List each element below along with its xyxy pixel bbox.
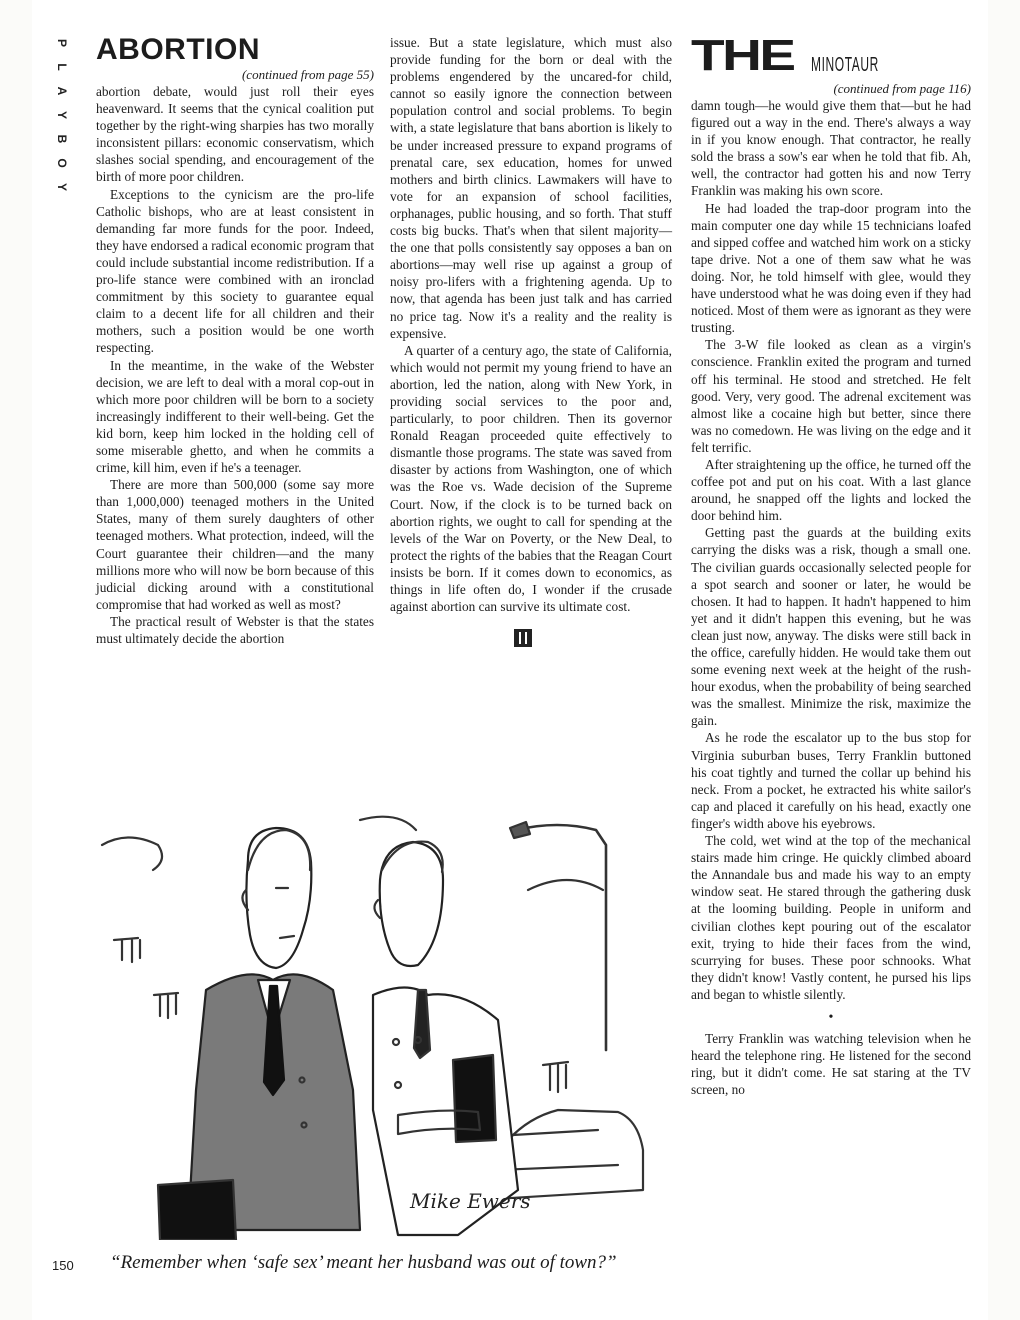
abortion-paragraph: In the meantime, in the wake of the Webster decision, we are left to deal with a moral cop-out in which more poor children will be born to a society increasingly indifferent to their well-being. Get the kid born, keep him locked in the holding cell of some miserable ghetto, and when he commits a crime, kill him, even if he's a teenager. (96, 357, 374, 476)
man-right-tie (414, 990, 430, 1058)
background-building (114, 938, 140, 962)
man-right-head (380, 842, 443, 966)
minotaur-column (691, 31, 971, 1098)
background-building (360, 817, 416, 830)
man-left-briefcase (158, 1180, 236, 1240)
abortion-paragraph: There are more than 500,000 (some say more than 1,000,000) teenaged mothers in the United States, many of them surely daughters of other teenaged mothers. What protection, indeed, will the Court guarantee their children—and the many millions more who will now be born because of this judicial dicking around with a constitutional compromise that had worked as well as most? (96, 477, 374, 612)
abortion-paragraph: abortion debate, would just roll their eyes heavenward. It seems that the cynical coalition put together by the right-wing sharpies has two morally inconsistent pillars: economic conservatism, which slashes social spending, and encouragement of the birth of more poor children. (96, 84, 374, 185)
minotaur-paragraph: He had loaded the trap-door program into the main computer one day while 15 technicians loafed and sipped coffee and watched him work on a sticky tape drive. Not a one of them saw what he was doing. Nor, he told himself with glee, would they have understood what he was doing even if they had noticed. Most of them were as ignorant as they were trusting. (691, 200, 971, 336)
abortion-title: ABORTION (96, 33, 260, 66)
end-mark-icon (514, 629, 532, 647)
abortion-column-2 (390, 34, 672, 647)
minotaur-paragraph: damn tough—he would give them that—but he had figured out a way in the end. There's always a way in if you know enough. That contractor, he really sold the brass a sow's ear when he told that fib. Ah, well, the contractor had gotten his and now Terry Franklin was making his own score. (691, 98, 971, 199)
cartoon-illustration (98, 790, 658, 1240)
minotaur-paragraph: Terry Franklin was watching television when he heard the telephone ring. He listened for the second ring, but it didn't come. He sat staring at the TV screen, no (691, 1031, 971, 1098)
minotaur-title-word: MINOTAUR (811, 54, 879, 76)
abortion-column-1 (96, 34, 374, 647)
minotaur-paragraph: After straightening up the office, he turned off the coffee pot and put on his coat. With a last glance around, he snapped off the lights and locked the door behind him. (691, 456, 971, 524)
abortion-paragraph: Exceptions to the cynicism are the pro-life Catholic bishops, who are at least consistent in demanding far more funds for the poor. Indeed, they have endorsed a radical economic program that could include substantial income redistribution. If a pro-life stance were combined with an ironclad commitment by this society to guarantee equal claim to a decent life for all children and their mothers, such a position would be one worth respecting. (96, 186, 375, 356)
minotaur-paragraph: The cold, wet wind at the top of the mechanical stairs made him cringe. He quickly climbed aboard the Annandale bus and made his way to an empty window seat. He stared through the gathering dusk at the looming building. People in uniform and civilian clothes kept pouring out of the escalator exit, trying to hide their faces from the wind, scurrying for buses. These poor schnooks. What they didn't know! Vastly content, he pursed his lips and began to whistle silently. (691, 833, 971, 1002)
street-lamp (516, 825, 606, 1050)
abortion-paragraph: The practical result of Webster is that the states must ultimately decide the abortion (96, 613, 374, 646)
minotaur-continued-note: (continued from page 116) (833, 81, 971, 96)
page-number: 150 (52, 1258, 74, 1273)
background-building (528, 880, 603, 890)
minotaur-title (691, 31, 971, 80)
background-building (543, 1062, 568, 1092)
minotaur-paragraph: The 3-W file looked as clean as a virgin's conscience. Franklin exited the program and turned off his terminal. He stood and stretched. He felt good. Very, very good. The adrenal excitement was almost like a cocaine high but better, since there was no comedown. He was living on the edge and it felt terrific. (691, 337, 971, 455)
minotaur-title-the: THE (691, 31, 794, 80)
abortion-paragraph: issue. But a state legislature, which must also provide funding for the born or deal with the problems engendered by the uncared-for child, cannot so easily ignore the connection between population control and social problems. To begin with, a state legislature that bans abortion is likely to be under increased pressure to expand programs of prenatal care, sex education, homes for unwed mothers and birth clinics. Lawmakers will have to vote for an expansion of school facilities, orphanages, public housing, and so forth. That stuff costs big bucks. That's when that silent majority—the one that polls consistently say opposes a ban on abortions—may well rise up against a group of noisy pro-lifers with a frightening agenda. Up to now, that agenda has been just talk and has carried no price tag. Now it's a reality and the reality is expensive. (390, 35, 672, 341)
minotaur-paragraph: As he rode the escalator up to the bus stop for Virginia suburban buses, Terry Franklin buttoned his coat tightly and turned the collar up behind his neck. From a pocket, he extracted his white sailor's cap and placed it carefully on his head, exactly one finger's width above his eyebrows. (691, 730, 971, 831)
street-lamp (510, 822, 530, 838)
abortion-paragraph: A quarter of a century ago, the state of California, which would not permit my young friend to have an abortion, led the nation, along with New York, in providing social services to the poor and, particularly, to poor children. Then its governor Ronald Reagan proceeded quite effectively to dismantle those programs. The state was saved from disaster by actions from Washington, one of which was the Roe vs. Wade decision of the Supreme Court. Now, if the clock is to be turned back on abortion rights, we ought to call for spending at the levels of the War on Poverty, or the New Deal, to protect the rights of the babies that the Reagan Court insists be born. If it comes down to economics, as things in life often do, I wonder if the crusade against abortion can survive its ultimate cost. (390, 342, 672, 615)
minotaur-paragraph: Getting past the guards at the building exits carrying the disks was a risk, though a small one. The civilian guards occasionally selected people for a spot search and sooner or later, he would be chosen. It had to happen. It hadn't happened to him yet and it didn't happen this evening, but he was clean just now, anyway. The disks were still back in the office, carefully hidden. He would take them out some evening next week at the height of the rush-hour exodus, when the probability of being searched was the smallest. Minimize the risk, maximize the gain. (691, 525, 971, 729)
cartoon-caption: “Remember when ‘safe sex’ meant her husband was out of town?” (110, 1252, 617, 1273)
background-building (154, 993, 178, 1018)
section-separator: • (828, 1009, 834, 1025)
cartoonist-signature: Mike Ewers (410, 1189, 531, 1213)
abortion-continued-note: (continued from page 55) (241, 67, 374, 82)
magazine-label: P L A Y B O Y (55, 38, 69, 191)
background-building (102, 838, 162, 871)
